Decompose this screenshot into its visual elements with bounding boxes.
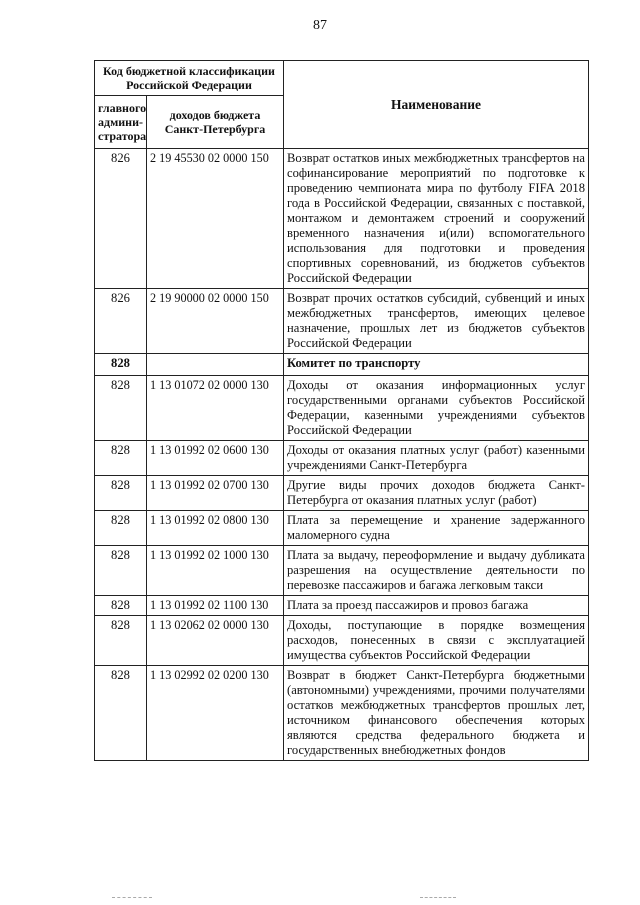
admin-code-cell: 826 xyxy=(95,149,147,289)
admin-code-cell: 826 xyxy=(95,289,147,354)
name-cell: Доходы, поступающие в порядке возмещения расходов, понесенных в связи с эксплуатацией имущества субъектов Российской Федерации xyxy=(284,616,589,666)
table-row xyxy=(95,376,589,441)
name-cell: Плата за выдачу, переоформление и выдачу дубликата разрешения на осуществление деятельности по перевозке пассажиров и багажа легковым такси xyxy=(284,546,589,596)
income-code-cell: 1 13 01992 02 0800 130 xyxy=(147,511,284,546)
admin-code-cell: 828 xyxy=(95,616,147,666)
header-admin: главного админи-стратора xyxy=(95,96,147,149)
table-row xyxy=(95,511,589,546)
table-body xyxy=(95,149,589,761)
budget-classification-table xyxy=(94,60,589,761)
table-row xyxy=(95,546,589,596)
header-name: Наименование xyxy=(284,61,589,149)
footer-mark-left xyxy=(112,897,152,899)
name-cell: Комитет по транспорту xyxy=(284,354,589,376)
header-row-top xyxy=(95,61,589,96)
admin-code-cell: 828 xyxy=(95,546,147,596)
header-budget-code-group: Код бюджетной классификации Российской Федерации xyxy=(95,61,284,96)
name-cell: Доходы от оказания платных услуг (работ) казенными учреждениями Санкт-Петербурга xyxy=(284,441,589,476)
admin-code-cell: 828 xyxy=(95,596,147,616)
name-cell: Возврат в бюджет Санкт-Петербурга бюджетными (автономными) учреждениями, прочими получателями остатков межбюджетных трансфертов прошлых лет, источником финансового обеспечения которых являются средства федерального бюджета и государственных внебюджетных фондов xyxy=(284,666,589,761)
name-cell: Доходы от оказания информационных услуг государственными органами субъектов Российской Федерации, казенными учреждениями субъектов Российской Федерации xyxy=(284,376,589,441)
table-row xyxy=(95,616,589,666)
income-code-cell: 2 19 45530 02 0000 150 xyxy=(147,149,284,289)
admin-code-cell: 828 xyxy=(95,441,147,476)
table-row xyxy=(95,149,589,289)
name-cell: Возврат остатков иных межбюджетных трансфертов на софинансирование мероприятий по подготовке к проведению чемпионата мира по футболу FIFA 2018 года в Российской Федерации, связанных с поставкой, монтажом и демонтажем строений и сооружений временного назначения и(или) вспомогательного использования для подготовки и проведения спортивных соревнований, из бюджетов субъектов Российской Федерации xyxy=(284,149,589,289)
table-row xyxy=(95,596,589,616)
income-code-cell: 1 13 02992 02 0200 130 xyxy=(147,666,284,761)
admin-code-cell: 828 xyxy=(95,376,147,441)
income-code-cell xyxy=(147,354,284,376)
income-code-cell: 1 13 02062 02 0000 130 xyxy=(147,616,284,666)
income-code-cell: 2 19 90000 02 0000 150 xyxy=(147,289,284,354)
admin-code-cell: 828 xyxy=(95,666,147,761)
name-cell: Плата за перемещение и хранение задержанного маломерного судна xyxy=(284,511,589,546)
name-cell: Плата за проезд пассажиров и провоз багажа xyxy=(284,596,589,616)
admin-code-cell: 828 xyxy=(95,511,147,546)
table-row xyxy=(95,666,589,761)
table-row xyxy=(95,289,589,354)
table-row xyxy=(95,441,589,476)
table-row xyxy=(95,354,589,376)
income-code-cell: 1 13 01992 02 0700 130 xyxy=(147,476,284,511)
name-cell: Другие виды прочих доходов бюджета Санкт-Петербурга от оказания платных услуг (работ) xyxy=(284,476,589,511)
footer-mark-right xyxy=(420,897,456,899)
admin-code-cell: 828 xyxy=(95,476,147,511)
income-code-cell: 1 13 01072 02 0000 130 xyxy=(147,376,284,441)
admin-code-cell: 828 xyxy=(95,354,147,376)
income-code-cell: 1 13 01992 02 1100 130 xyxy=(147,596,284,616)
table-row xyxy=(95,476,589,511)
income-code-cell: 1 13 01992 02 0600 130 xyxy=(147,441,284,476)
income-code-cell: 1 13 01992 02 1000 130 xyxy=(147,546,284,596)
name-cell: Возврат прочих остатков субсидий, субвенций и иных межбюджетных трансфертов, имеющих целевое назначение, прошлых лет из бюджетов субъектов Российской Федерации xyxy=(284,289,589,354)
header-income-code: доходов бюджета Санкт-Петербурга xyxy=(147,96,284,149)
page-number: 87 xyxy=(313,18,327,33)
